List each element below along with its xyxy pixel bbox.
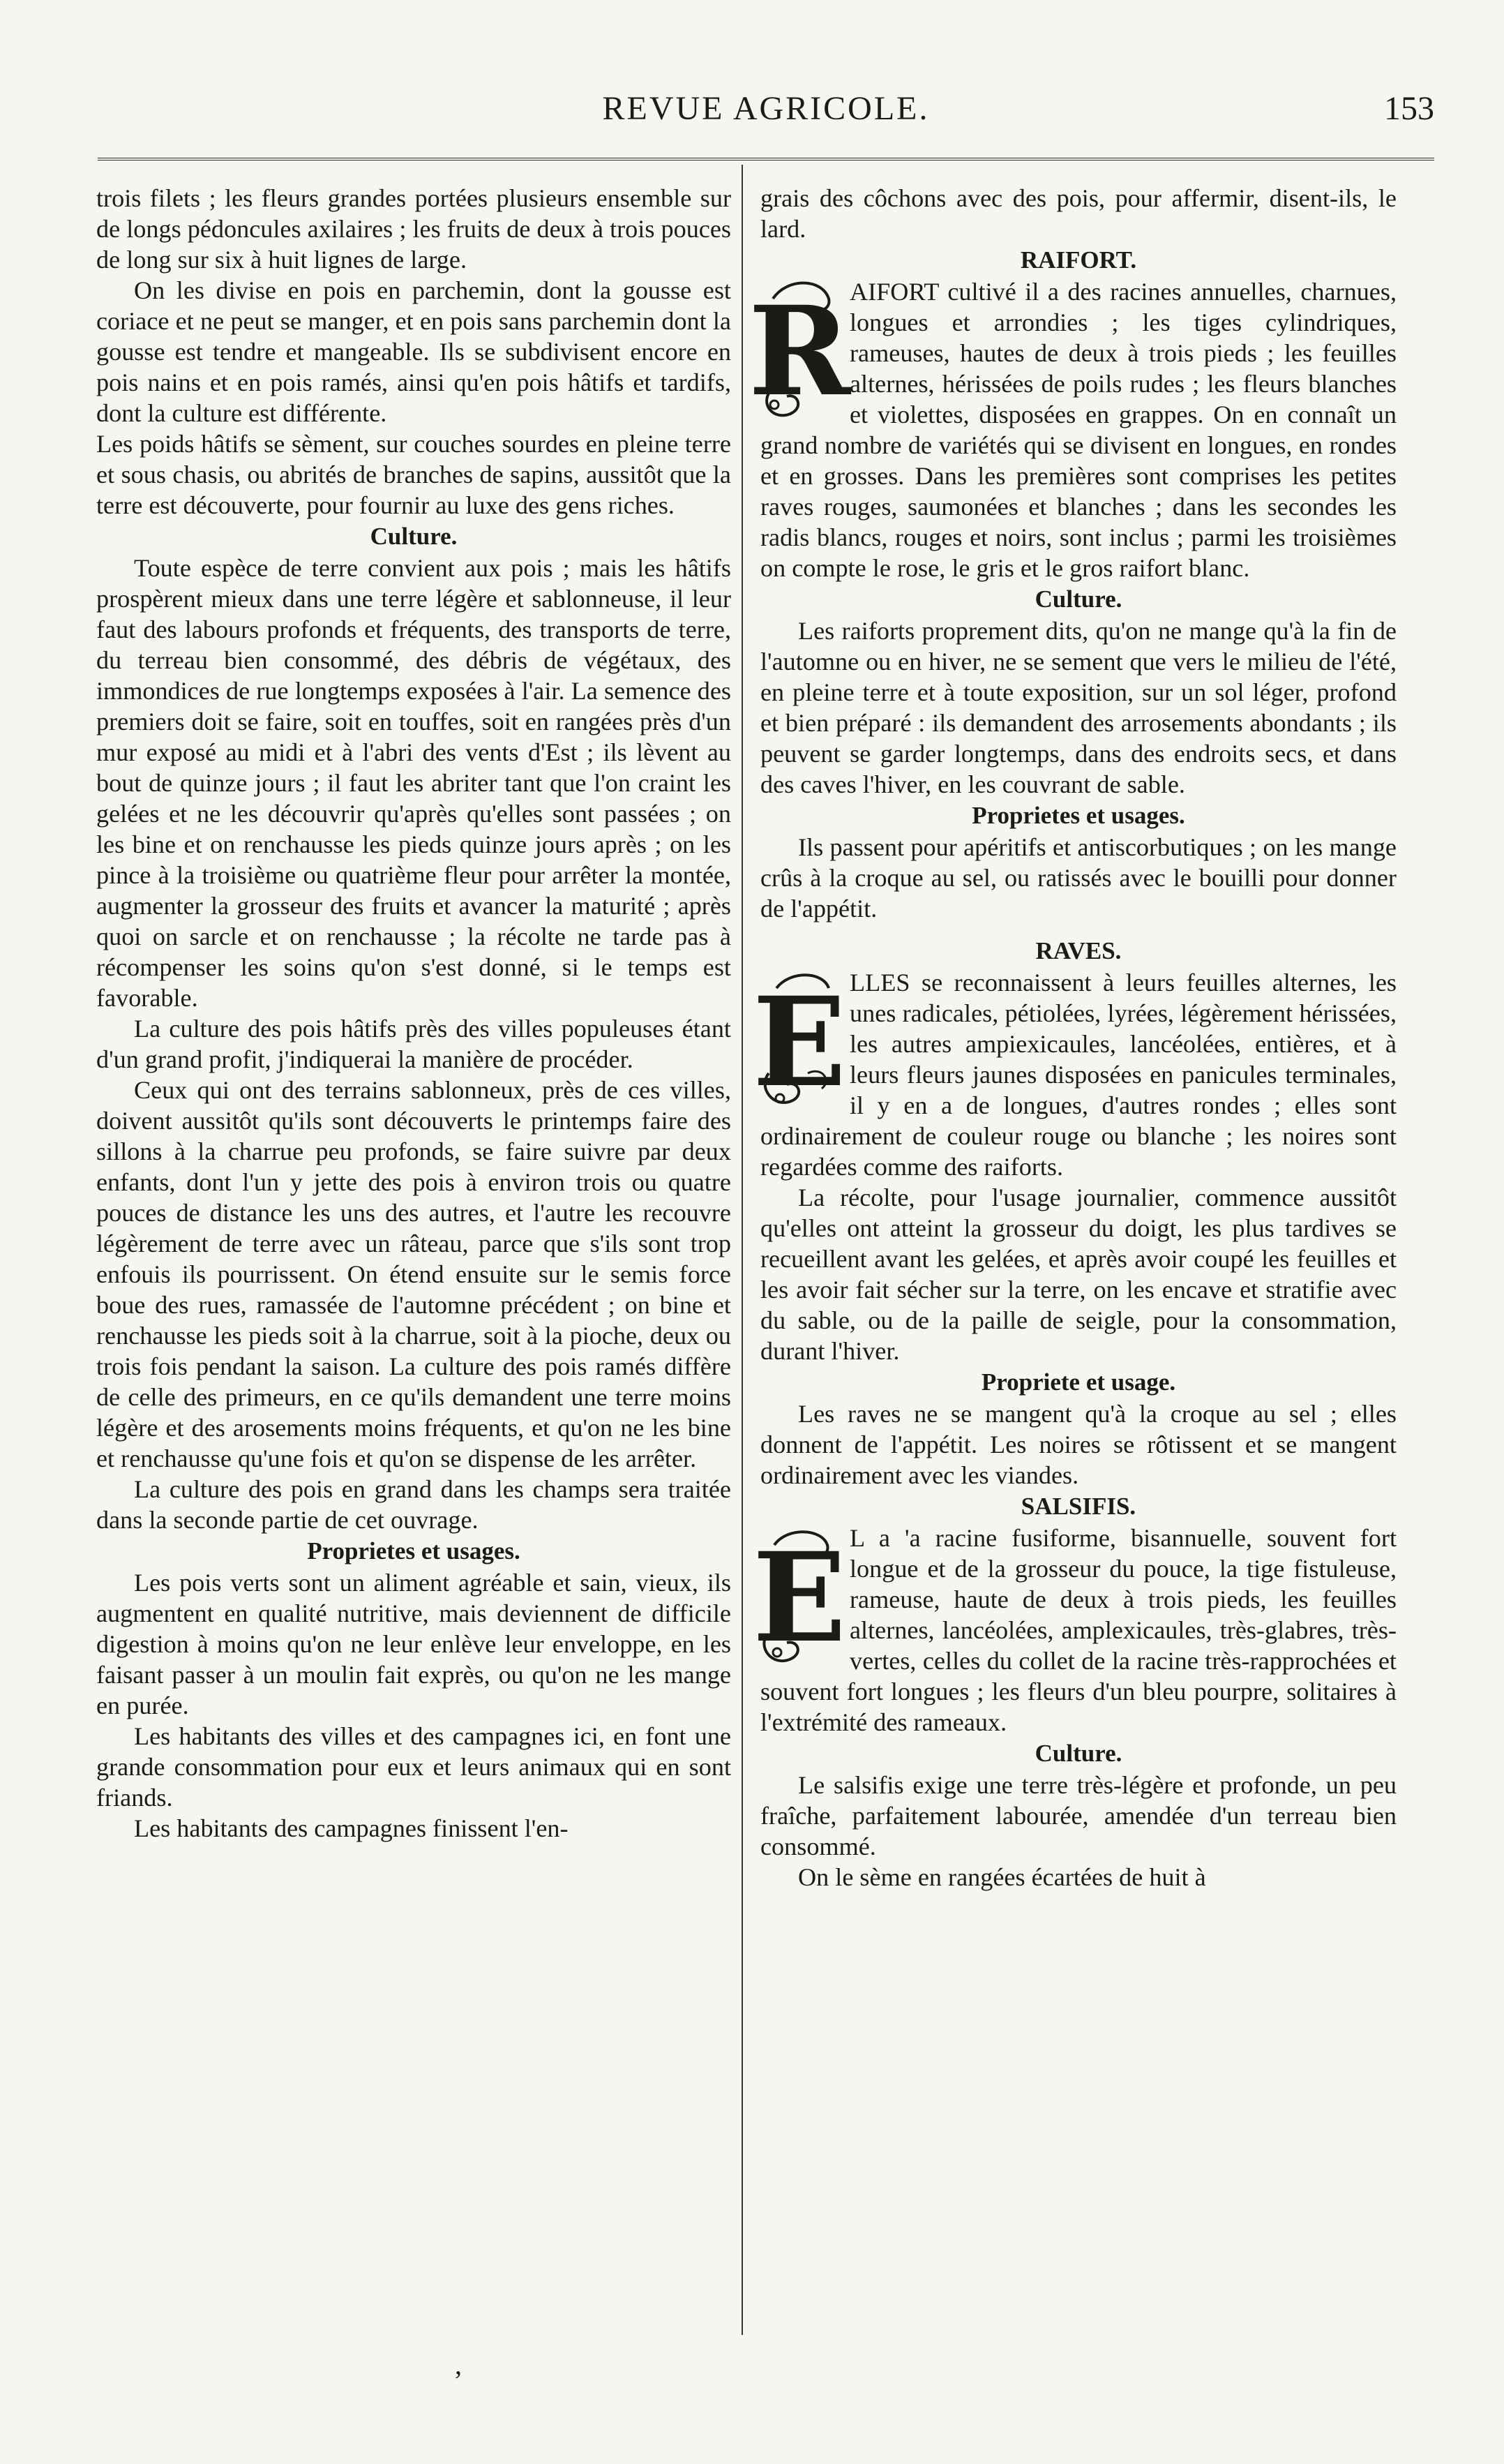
section-heading-propriete: Propriete et usage. xyxy=(981,1368,1176,1396)
page-header xyxy=(98,89,1434,145)
section-heading-salsifis: SALSIFIS. xyxy=(1021,1493,1136,1520)
section-heading-raifort: RAIFORT. xyxy=(1020,246,1137,274)
footer-mark: ʼ xyxy=(453,2365,463,2396)
header-rule xyxy=(98,158,1434,160)
paragraph: On les divise en pois en parchemin, dont la gousse est coriace et ne peut se manger, et en pois sans parchemin dont la gousse est tendre et mangeable. Ils se subdivisent encore en pois nains et en pois ramés, ainsi qu'en pois hâtifs et tardifs, dont la culture est différente. xyxy=(96,276,731,427)
paragraph: Ils passent pour apéritifs et antiscorbutiques ; on les mange crûs à la croque au sel, ou ratissés avec le bouilli pour donner de l'appétit. xyxy=(760,833,1397,923)
initial-letter: E xyxy=(752,970,847,1114)
paragraph: LLES se reconnaissent à leurs feuilles alternes, les unes radicales, pétiolées, lyrées, légèrement hérissées, les autres ampiexicaules, lancéolées, entières, et à leurs fleurs jaunes disposées en panicules terminales, il y en a de longues, d'autres rondes ; elles sont ordinairement de couleur rouge ou blanche ; les noires sont regardées comme des raiforts. xyxy=(760,969,1397,1181)
left-column xyxy=(96,183,731,1844)
paragraph: Les poids hâtifs se sèment, sur couches sourdes en pleine terre et sous chasis, ou abrités de branches de sapins, aussitôt que la terre est découverte, pour fournir au luxe des gens riches. xyxy=(96,430,731,519)
paragraph: La récolte, pour l'usage journalier, commence aussitôt qu'elles ont atteint la grosseur du doigt, les plus tardives se recueillent avant les gelées, et après avoir coupé les feuilles et les avoir fait sécher sur la terre, on les encave et stratifie avec du sable, ou de la paille de seigle, pour la consommation, durant l'hiver. xyxy=(760,1184,1397,1365)
column-divider xyxy=(742,165,743,2335)
paragraph: L a 'a racine fusiforme, bisannuelle, souvent fort longue et de la grosseur du pouce, la tige fistuleuse, rameuse, haute de deux à trois pieds, les feuilles alternes, lancéolées, amplexicaules, très-glabres, très-vertes, celles du collet de la racine très-rapprochées et souvent fort longues ; les fleurs d'un bleu pourpre, solitaires à l'extrémité des rameaux. xyxy=(760,1524,1397,1736)
section-heading-proprietes: Proprietes et usages. xyxy=(307,1537,520,1565)
paragraph: Ceux qui ont des terrains sablonneux, près de ces villes, doivent aussitôt qu'ils sont découverts le printemps faire des sillons à la charrue peu profonds, se faire suivre par deux enfants, dont l'un y jette des pois à environ trois ou quatre pouces de distance les uns des autres, et l'autre les recouvre légèrement de terre avec un râteau, parce que s'ils sont trop enfouis ils pourrissent. On étend ensuite sur le semis force boue des rues, ramassée de l'automne précédent ; on bine et renchausse les pieds soit à la charrue, soit à la pioche, deux ou trois fois pendant la saison. La culture des pois ramés diffère de celle des primeurs, en ce qu'ils demandent une terre moins légère et des arosements moins fréquents, et qu'on ne les bine et renchausse qu'une fois et qu'on se dispense de les arrêter. xyxy=(96,1076,731,1472)
running-title: REVUE AGRICOLE. xyxy=(602,90,930,127)
paragraph: Les raves ne se mangent qu'à la croque au sel ; elles donnent de l'appétit. Les noires se rôtissent et se mangent ordinairement avec les viandes. xyxy=(760,1400,1397,1489)
paragraph: Les habitants des villes et des campagnes ici, en font une grande consommation pour eux et leurs animaux qui en sont friands. xyxy=(96,1722,731,1812)
right-column xyxy=(748,183,1397,1892)
paragraph: Les raiforts proprement dits, qu'on ne mange qu'à la fin de l'automne ou en hiver, ne se sement que vers le milieu de l'été, en pleine terre et à toute exposition, sur un sol léger, profond et bien préparé : ils demandent des arrosements abondants ; ils peuvent se garder longtemps, dans des endroits secs, et dans des caves l'hiver, en les couvrant de sable. xyxy=(760,617,1397,798)
initial-letter: E xyxy=(752,1525,847,1670)
ornamental-initial-e xyxy=(752,969,847,1117)
ornamental-initial-l xyxy=(752,1524,847,1672)
section-heading-raves: RAVES. xyxy=(1035,937,1122,964)
section-heading-proprietes: Proprietes et usages. xyxy=(972,802,1185,829)
paragraph: On le sème en rangées écartées de huit à xyxy=(798,1863,1206,1891)
paragraph: La culture des pois hâtifs près des villes populeuses étant d'un grand profit, j'indiquerai la manière de procéder. xyxy=(96,1015,731,1073)
ornamental-initial-r xyxy=(748,278,851,426)
paragraph: Les pois verts sont un aliment agréable et sain, vieux, ils augmentent en qualité nutritive, mais deviennent de difficile digestion à moins qu'on ne leur enlève leur enveloppe, en les faisant passer à un moulin fait exprès, ou qu'on ne les mange en purée. xyxy=(96,1569,731,1719)
paragraph: trois filets ; les fleurs grandes portées plusieurs ensemble sur de longs pédoncules axilaires ; les fruits de deux à trois pouces de long sur six à huit lignes de large. xyxy=(96,184,731,274)
paragraph: Les habitants des campagnes finissent l'en- xyxy=(134,1814,569,1842)
paragraph: grais des côchons avec des pois, pour affermir, disent-ils, le lard. xyxy=(760,184,1397,243)
section-heading-culture: Culture. xyxy=(370,523,458,550)
section-heading-culture: Culture. xyxy=(1035,1740,1122,1767)
section-heading-culture: Culture. xyxy=(1035,585,1122,613)
initial-letter: R xyxy=(748,279,851,424)
page-number: 153 xyxy=(1384,90,1434,127)
paragraph: La culture des pois en grand dans les champs sera traitée dans la seconde partie de cet ouvrage. xyxy=(96,1475,731,1534)
paragraph: Le salsifis exige une terre très-légère et profonde, un peu fraîche, parfaitement labourée, amendée d'un terreau bien consommé. xyxy=(760,1771,1397,1860)
paragraph: AIFORT cultivé il a des racines annuelles, charnues, longues et arrondies ; les tiges cylindriques, rameuses, hautes de deux à trois pieds ; les feuilles alternes, hérissées de poils rudes ; les fleurs blanches et violettes, disposées en grappes. On en connaît un grand nombre de variétés qui se divisent en longues, en rondes et en grosses. Dans les premières sont comprises les petites raves rouges, saumonées et blanches ; dans les secondes les radis blancs, rouges et noirs, sont inclus ; parmi les troisièmes on compte le rose, le gris et le gros raifort blanc. xyxy=(760,278,1397,582)
paragraph: Toute espèce de terre convient aux pois ; mais les hâtifs prospèrent mieux dans une terre légère et sablonneuse, il leur faut des labours profonds et fréquents, des transports de terre, du terreau bien consommé, des débris de végétaux, des immondices de rue longtemps exposées à l'air. La semence des premiers doit se faire, soit en touffes, soit en rangées près d'un mur exposé au midi et à l'abri des vents d'Est ; ils lèvent au bout de quinze jours ; il faut les abriter tant que l'on craint les gelées et ne les découvrir qu'après qu'elles sont passées ; on les bine et on renchausse les pieds quinze jours après ; on les pince à la troisième ou quatrième fleur pour arrêter la montée, augmenter la grosseur des fruits et avancer la maturité ; après quoi on sarcle et on renchausse ; la récolte ne tarde pas à récompenser les soins qu'on s'est donné, si le temps est favorable. xyxy=(96,554,731,1012)
